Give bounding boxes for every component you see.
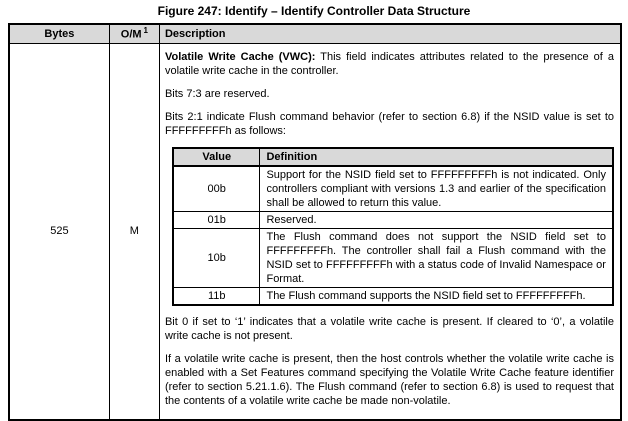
value-cell: 01b <box>173 211 260 228</box>
inner-table-row-01b <box>173 211 613 228</box>
vwc-field-name: Volatile Write Cache (VWC): <box>164 50 316 63</box>
om-label: O/M <box>120 29 142 42</box>
definition-cell: The Flush command does not support the NSID field set to FFFFFFFFFh. The controller shall fail a Flush command with the NSID set to FFFFFFFFFh with a status code of Invalid Namespace or Format. <box>260 228 613 287</box>
definition-cell: The Flush command supports the NSID field set to FFFFFFFFFh. <box>260 287 613 305</box>
identify-controller-data-structure-table <box>8 23 622 421</box>
flush-behavior-value-table <box>172 147 614 306</box>
main-table-header-row <box>9 24 621 43</box>
vwc-intro-paragraph <box>165 50 614 78</box>
column-header-bytes: Bytes <box>9 24 109 43</box>
definition-cell: Reserved. <box>260 211 613 228</box>
bytes-cell: 525 <box>9 43 109 420</box>
definition-cell: Support for the NSID field set to FFFFFFFFFh is not indicated. Only controllers compliant with versions 1.3 and earlier of the specification shall be allowed to return this value. <box>260 166 613 212</box>
value-cell: 10b <box>173 228 260 287</box>
inner-column-header-value: Value <box>173 148 260 166</box>
column-header-description: Description <box>159 24 621 43</box>
inner-column-header-definition: Definition <box>260 148 613 166</box>
om-cell: M <box>109 43 159 420</box>
inner-table-row-00b <box>173 166 613 212</box>
figure-title: Figure 247: Identify – Identify Controller Data Structure <box>157 4 471 18</box>
bits-7-3-paragraph: Bits 7:3 are reserved. <box>164 87 270 100</box>
bits-2-1-paragraph: Bits 2:1 indicate Flush command behavior (refer to section 6.8) if the NSID value is set to FFFFFFFFFh as follows: <box>164 110 614 137</box>
om-footnote-superscript: 1 <box>143 26 148 36</box>
inner-table-header-row <box>173 148 613 166</box>
vwc-field-text: This field indicates attributes related to the presence of a volatile write cache in the controller. <box>164 50 614 77</box>
host-control-paragraph: If a volatile write cache is present, then the host controls whether the volatile write cache is enabled with a Set Features command specifying the Volatile Write Cache feature identifier (refer to section 5.21.1.6). The Flush command (refer to section 6.8) is used to request that the contents of a volatile write cache be made non-volatile. <box>164 352 614 407</box>
table-row-bytes-525 <box>9 43 621 420</box>
value-cell: 00b <box>173 166 260 212</box>
inner-table-row-11b <box>173 287 613 305</box>
description-cell <box>159 43 621 420</box>
bit-0-paragraph: Bit 0 if set to ‘1’ indicates that a volatile write cache is present. If cleared to ‘0’, a volatile write cache is not present. <box>164 315 614 342</box>
column-header-om <box>109 24 159 43</box>
value-cell: 11b <box>173 287 260 305</box>
inner-table-row-10b <box>173 228 613 287</box>
